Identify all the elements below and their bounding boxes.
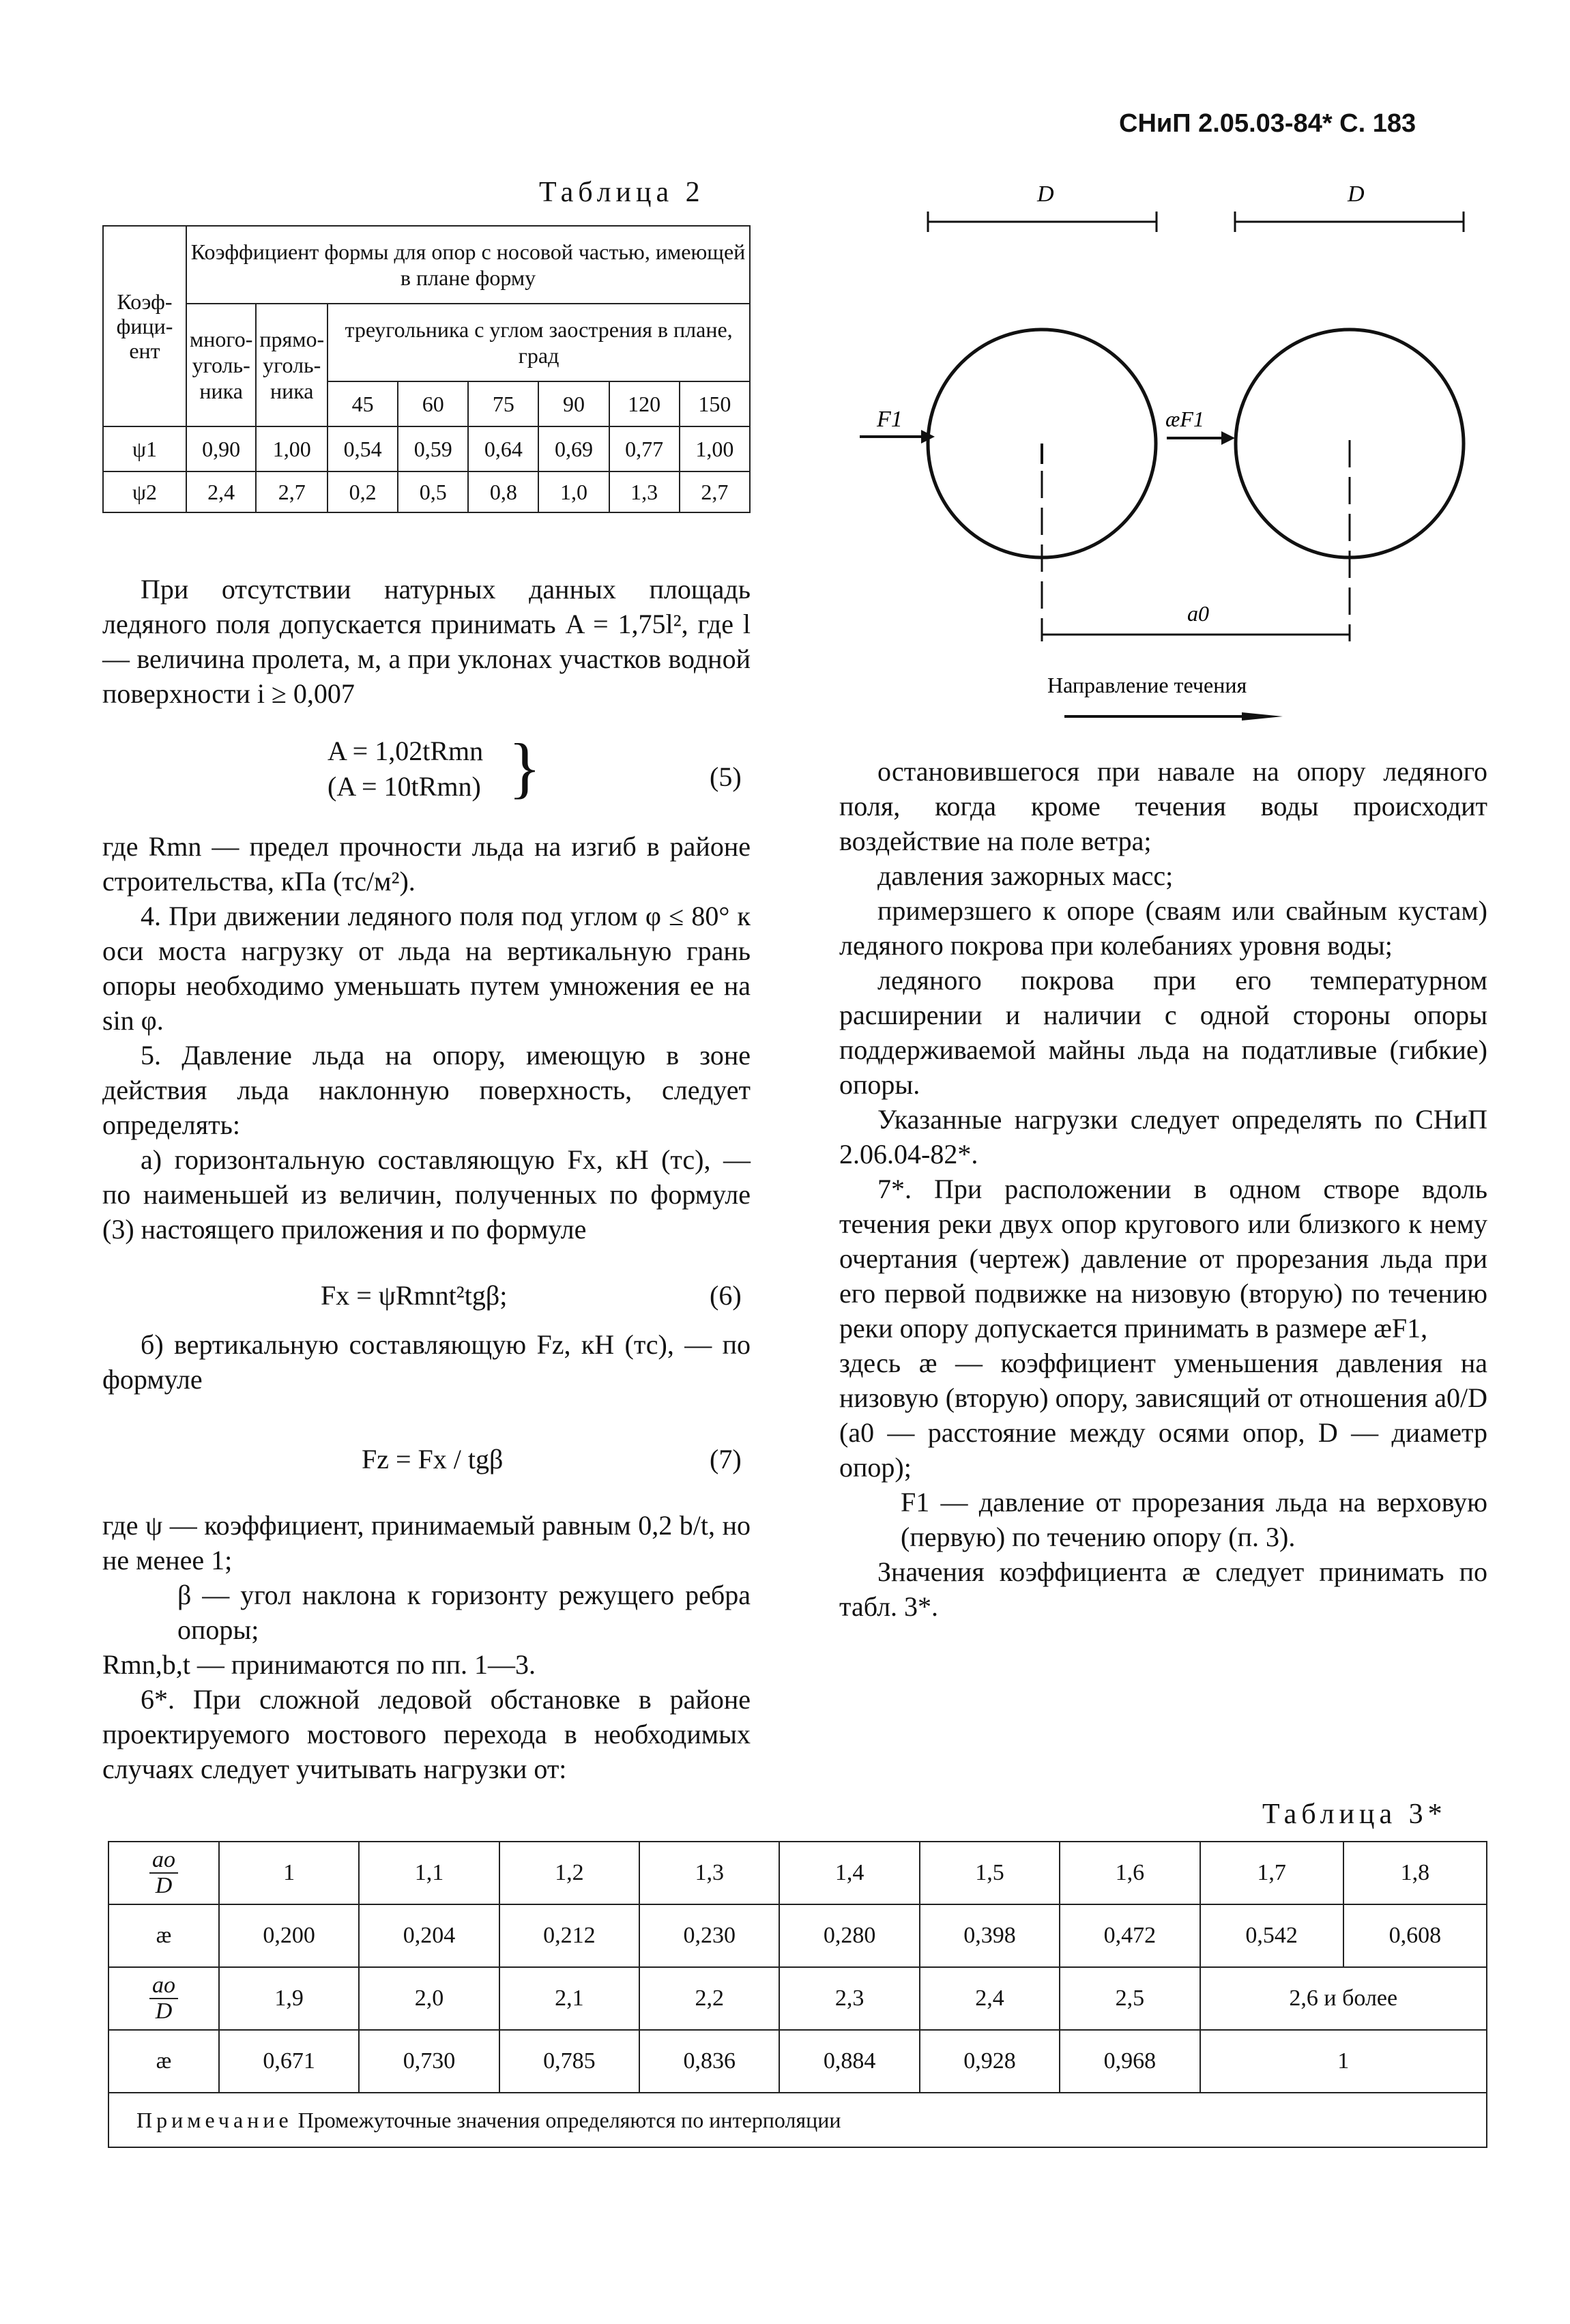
flow-label: Направление течения <box>1047 673 1247 697</box>
table3-caption: Таблица 3* <box>1262 1799 1447 1830</box>
t2-cell: 2,7 <box>256 471 328 512</box>
t3-cell: 1 <box>219 1842 359 1904</box>
t3-note: Примечание Промежуточные значения определяются по интерполяции <box>108 2093 1487 2147</box>
t2-head-tri: треугольника с углом заострения в плане, град <box>328 304 750 381</box>
t3-cell: 2,4 <box>920 1967 1060 2030</box>
t3-cell: 2,6 и более <box>1200 1967 1487 2030</box>
t2-angle: 60 <box>398 381 468 426</box>
formula-6-number: (6) <box>710 1280 742 1311</box>
t2-angle: 75 <box>468 381 538 426</box>
t2-cell: 0,5 <box>398 471 468 512</box>
t2-cell: 2,7 <box>680 471 750 512</box>
left-para-b: б) вертикальную составляющую Fz, кН (тс), — по формуле <box>102 1329 751 1395</box>
t2-cell: 1,00 <box>680 426 750 471</box>
t3-cell: 1,4 <box>779 1842 919 1904</box>
where-f1: F1 — давление от прорезания льда на верховую (первую) по течению опору (п. 3). <box>901 1487 1487 1552</box>
t3-cell: 1,8 <box>1343 1842 1487 1904</box>
t2-cell: 1,0 <box>538 471 609 512</box>
t2-angle: 90 <box>538 381 609 426</box>
t3-cell: 0,968 <box>1060 2030 1200 2093</box>
t3-cell: 0,785 <box>499 2030 639 2093</box>
left-para-1: При отсутствии натурных данных площадь ледяного поля допускается принимать A = 1,75l², где l — величина пролета, м, а при уклонах участков водной поверхности i ≥ 0,007 <box>102 574 751 709</box>
t2-cell: 0,69 <box>538 426 609 471</box>
t3-cell: 1,2 <box>499 1842 639 1904</box>
t2-head-form: Коэффициент формы для опор с носовой частью, имеющей в плане форму <box>186 226 750 304</box>
where-rmn: где Rmn — предел прочности льда на изгиб в районе строительства, кПа (тс/м²). <box>102 831 751 897</box>
t3-cell: 0,200 <box>219 1904 359 1967</box>
t2-head-coef: Коэф-фици-ент <box>103 226 186 426</box>
t3-cell: 0,204 <box>359 1904 499 1967</box>
formula-7: Fz = Fx / tgβ <box>362 1444 504 1475</box>
para-6: 6*. При сложной ледовой обстановке в районе проектируемого мостового перехода в необходимых случаях следует учитывать нагрузки от: <box>102 1684 751 1784</box>
t2-cell: 1,00 <box>256 426 328 471</box>
t2-cell: 0,77 <box>609 426 680 471</box>
para-7: 7*. При расположении в одном створе вдоль течения реки двух опор кругового или близкого к нему очертания (чертеж) давление от прорезания льда при его первой подвижке на низовую (вторую) по течению реки опору допускается принимать в размере æF1, <box>839 1174 1487 1343</box>
t3-cell: 1,6 <box>1060 1842 1200 1904</box>
t2-angle: 45 <box>328 381 398 426</box>
table2-caption: Таблица 2 <box>539 177 705 208</box>
t2-cell: 0,90 <box>186 426 256 471</box>
t3-cell: 0,608 <box>1343 1904 1487 1967</box>
label-d1: D <box>1037 181 1054 207</box>
t3-cell: 1,5 <box>920 1842 1060 1904</box>
t2-cell: 0,8 <box>468 471 538 512</box>
piers-diagram <box>839 171 1501 730</box>
t3-cell: 2,1 <box>499 1967 639 2030</box>
table-2 <box>102 225 751 513</box>
t2-cell: 0,59 <box>398 426 468 471</box>
label-kf1: æF1 <box>1165 407 1204 431</box>
t3-cell: 2,5 <box>1060 1967 1200 2030</box>
t3-cell: 0,280 <box>779 1904 919 1967</box>
formula-5: A = 1,02tRmn (A = 10tRmn) <box>328 736 484 802</box>
t3-cell: 1,7 <box>1200 1842 1343 1904</box>
right-item-2: давления зажорных масс; <box>877 860 1174 891</box>
formula-7-number: (7) <box>710 1444 742 1475</box>
right-item-4: ледяного покрова при его температурном расширении и наличии с одной стороны опоры поддерживаемой майны льда на податливые (гибкие) опоры. <box>839 965 1487 1100</box>
para-table-ref: Значения коэффициента æ следует принимать по табл. 3*. <box>839 1556 1487 1622</box>
t3-cell: 1,9 <box>219 1967 359 2030</box>
right-item-3: примерзшего к опоре (сваям или свайным кустам) ледяного покрова при колебаниях уровня воды; <box>839 895 1487 961</box>
right-item-1: остановившегося при навале на опору ледяного поля, когда кроме течения воды происходит воздействие на поле ветра; <box>839 756 1487 856</box>
t3-cell: 0,671 <box>219 2030 359 2093</box>
t3-cell: 0,542 <box>1200 1904 1343 1967</box>
t2-cell: 0,2 <box>328 471 398 512</box>
t2-angle: 150 <box>680 381 750 426</box>
right-item-5: Указанные нагрузки следует определять по СНиП 2.06.04-82*. <box>839 1104 1487 1170</box>
page-header: СНиП 2.05.03-84* С. 183 <box>1119 109 1416 138</box>
t2-cell: 2,4 <box>186 471 256 512</box>
t3-k-header: æ <box>108 1904 219 1967</box>
t3-k-header: æ <box>108 2030 219 2093</box>
left-block-2 <box>102 829 751 1247</box>
left-where-block <box>102 1508 751 1786</box>
t3-cell: 0,884 <box>779 2030 919 2093</box>
table-3 <box>108 1841 1487 2148</box>
where-k: здесь æ — коэффициент уменьшения давления на низовую (вторую) опору, зависящий от отношения a0/D (a0 — расстояние между осями опор, D — диаметр опор); <box>839 1348 1487 1483</box>
t3-cell: 0,472 <box>1060 1904 1200 1967</box>
t3-frac-header: $\frac{ao}{D}$ <box>108 1967 219 2030</box>
t3-cell: 2,0 <box>359 1967 499 2030</box>
t3-cell: 2,3 <box>779 1967 919 2030</box>
where-psi: где ψ — коэффициент, принимаемый равным 0,2 b/t, но не менее 1; <box>102 1510 751 1575</box>
label-a0: a0 <box>1187 601 1209 626</box>
right-column <box>839 754 1487 1624</box>
t2-angle: 120 <box>609 381 680 426</box>
t3-cell: 2,2 <box>639 1967 779 2030</box>
t2-cell: 0,54 <box>328 426 398 471</box>
t3-cell: 0,230 <box>639 1904 779 1967</box>
where-rmn-b-t: Rmn,b,t — принимаются по пп. 1—3. <box>102 1649 536 1680</box>
t3-cell: 0,836 <box>639 2030 779 2093</box>
t3-cell: 0,928 <box>920 2030 1060 2093</box>
label-f1: F1 <box>877 407 903 432</box>
t2-row-name: ψ1 <box>103 426 186 471</box>
where-beta: β — угол наклона к горизонту режущего ребра опоры; <box>177 1580 751 1645</box>
t3-cell: 0,212 <box>499 1904 639 1967</box>
para-a: а) горизонтальную составляющую Fx, кН (тс), — по наименьшей из величин, полученных по формуле (3) настоящего приложения и по формуле <box>102 1144 751 1245</box>
t3-cell: 0,398 <box>920 1904 1060 1967</box>
formula-5-number: (5) <box>710 761 742 792</box>
t3-frac-header: $\frac{ao}{D}$ <box>108 1842 219 1904</box>
t3-cell: 1,1 <box>359 1842 499 1904</box>
t2-row-name: ψ2 <box>103 471 186 512</box>
t2-cell: 0,64 <box>468 426 538 471</box>
t2-cell: 1,3 <box>609 471 680 512</box>
t2-head-rect: прямо-уголь-ника <box>256 304 328 426</box>
label-d2: D <box>1348 181 1365 207</box>
t3-cell: 0,730 <box>359 2030 499 2093</box>
brace-icon: } <box>508 729 541 805</box>
t3-cell: 1,3 <box>639 1842 779 1904</box>
t2-head-poly: много-уголь-ника <box>186 304 256 426</box>
para-5: 5. Давление льда на опору, имеющую в зоне действия льда наклонную поверхность, следует определять: <box>102 1040 751 1140</box>
formula-6: Fx = ψRmnt²tgβ; <box>321 1280 508 1311</box>
t3-cell: 1 <box>1200 2030 1487 2093</box>
para-4: 4. При движении ледяного поля под углом φ ≤ 80° к оси моста нагрузку от льда на вертикальную грань опоры необходимо уменьшать путем умножения ее на sin φ. <box>102 901 751 1036</box>
